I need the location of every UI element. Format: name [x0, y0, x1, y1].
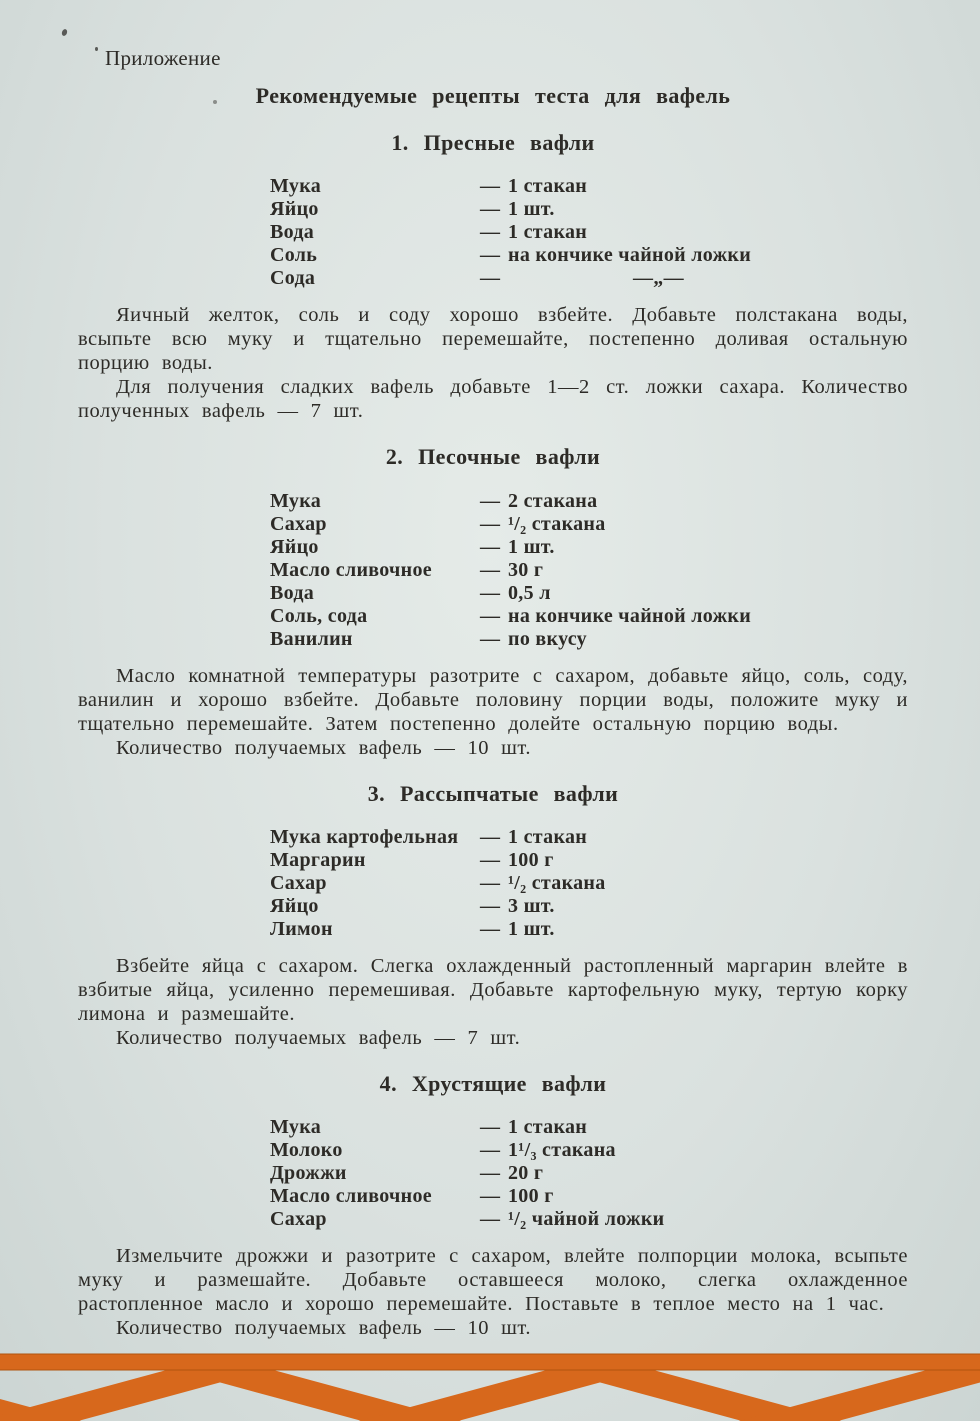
- recipe-section: [78, 443, 908, 759]
- ingredient-row: [270, 559, 908, 582]
- dash-separator: —: [480, 627, 501, 650]
- section-heading: 1. Пресные вафли: [391, 130, 595, 155]
- dash-separator: —: [480, 558, 501, 581]
- dash-separator: —: [480, 848, 501, 871]
- ingredient-value: —„—: [633, 267, 684, 290]
- ingredient-row: [270, 1162, 908, 1185]
- ingredient-list: [270, 826, 908, 941]
- ingredient-label: Мука: [270, 489, 322, 512]
- dash-separator: —: [480, 175, 501, 198]
- recipe-section: [78, 780, 908, 1050]
- trellis-border-ornament: [0, 1351, 980, 1421]
- ingredient-value: ¹/₂ стакана: [508, 512, 606, 535]
- ingredient-label: Мука картофельная: [270, 825, 459, 848]
- section-heading: 3. Рассыпчатые вафли: [367, 780, 619, 806]
- ingredient-row: [270, 582, 908, 605]
- corner-label: Приложение: [105, 46, 221, 70]
- ingredient-label: Соль: [270, 244, 318, 267]
- ingredient-label: Сахар: [270, 512, 327, 535]
- dash-separator: —: [480, 825, 501, 848]
- ingredient-value: 1 стакан: [508, 221, 588, 244]
- ingredient-label: Молоко: [270, 1139, 343, 1161]
- recipe-section: [78, 129, 908, 423]
- instruction-paragraph: Для получения сладких вафель добавьте 1—2 ст. ложки сахара. Количество полученных вафель — 7 шт.: [78, 376, 908, 423]
- ingredient-label: Маргарин: [270, 848, 366, 871]
- dash-separator: —: [480, 1139, 501, 1161]
- ingredient-row: [270, 490, 908, 513]
- dash-separator: —: [480, 871, 501, 894]
- ingredient-row: [270, 895, 908, 918]
- dash-separator: —: [480, 198, 501, 221]
- ingredient-value: 1 шт.: [508, 198, 555, 221]
- dash-separator: —: [480, 1116, 501, 1138]
- instruction-paragraph: Масло комнатной температуры разотрите с сахаром, добавьте яйцо, соль, соду, ванилин и хорошо взбейте. Добавьте половину порции воды, положите муку и тщательно перемешайте. Затем постепенно долейте остальную порцию воды.: [78, 664, 908, 735]
- ingredient-label: Вода: [270, 221, 315, 244]
- ingredient-label: Ванилин: [270, 627, 353, 650]
- instruction-paragraph: Количество получаемых вафель — 10 шт.: [116, 736, 531, 759]
- ingredient-label: Масло сливочное: [270, 1185, 432, 1207]
- instructions: [78, 1244, 908, 1340]
- ingredient-label: Яйцо: [270, 535, 319, 558]
- ingredient-label: Вода: [270, 581, 315, 604]
- ingredient-label: Яйцо: [270, 894, 319, 917]
- ingredient-row: [270, 244, 908, 267]
- sections: [78, 129, 908, 1340]
- dash-separator: —: [480, 512, 501, 535]
- dash-separator: —: [480, 917, 501, 940]
- ingredient-value: 1 шт.: [508, 917, 555, 940]
- scan-speck: [213, 100, 217, 104]
- ingredient-row: [270, 849, 908, 872]
- ingredient-label: Сахар: [270, 1208, 327, 1230]
- dash-separator: —: [480, 267, 501, 290]
- instructions: [78, 303, 908, 423]
- ingredient-value: на кончике чайной ложки: [508, 244, 752, 267]
- ingredient-value: 20 г: [508, 1162, 544, 1184]
- ingredient-value: на кончике чайной ложки: [508, 604, 752, 627]
- section-heading: 2. Песочные вафли: [385, 444, 601, 470]
- ingredient-row: [270, 1116, 908, 1139]
- instruction-paragraph: Количество получаемых вафель — 7 шт.: [116, 1026, 521, 1049]
- recipe-section: [78, 1070, 908, 1340]
- ingredient-row: [270, 267, 908, 290]
- ingredient-label: Мука: [270, 1116, 322, 1138]
- instructions: [78, 664, 908, 760]
- scan-speck: [95, 47, 98, 51]
- ingredient-row: [270, 536, 908, 559]
- ingredient-value: ¹/₂ чайной ложки: [508, 1208, 665, 1230]
- ingredient-label: Яйцо: [270, 198, 319, 221]
- ingredient-value: 1 стакан: [508, 825, 588, 848]
- ingredient-row: [270, 826, 908, 849]
- ingredient-label: Дрожжи: [270, 1162, 347, 1184]
- ingredient-list: [270, 175, 908, 290]
- ingredient-row: [270, 513, 908, 536]
- page-title: Рекомендуемые рецепты теста для вафель: [255, 83, 731, 108]
- ingredient-value: по вкусу: [508, 627, 587, 650]
- section-heading: 4. Хрустящие вафли: [379, 1070, 607, 1096]
- instruction-paragraph: Количество получаемых вафель — 10 шт.: [116, 1317, 531, 1339]
- instruction-paragraph: Яичный желток, соль и соду хорошо взбейте. Добавьте полстакана воды, всыпьте всю муку и тщательно перемешайте, постепенно доливая остальную порцию воды.: [78, 304, 908, 375]
- ingredient-row: [270, 175, 908, 198]
- ingredient-row: [270, 605, 908, 628]
- dash-separator: —: [480, 535, 501, 558]
- ingredient-label: Масло сливочное: [270, 558, 432, 581]
- dash-separator: —: [480, 894, 501, 917]
- ingredient-label: Сахар: [270, 871, 327, 894]
- ingredient-list: [270, 490, 908, 651]
- trellis-legs: [0, 1369, 980, 1421]
- ingredient-row: [270, 918, 908, 941]
- dash-separator: —: [480, 1185, 501, 1207]
- ingredient-label: Сода: [270, 267, 316, 290]
- ingredient-row: [270, 198, 908, 221]
- ingredient-value: 1 шт.: [508, 535, 555, 558]
- dash-separator: —: [480, 244, 501, 267]
- ingredient-value: 3 шт.: [508, 894, 555, 917]
- dash-separator: —: [480, 489, 501, 512]
- ingredient-value: 1¹/₃ стакана: [508, 1139, 616, 1161]
- ingredient-label: Соль, сода: [270, 604, 368, 627]
- dash-separator: —: [480, 581, 501, 604]
- ingredient-value: ¹/₂ стакана: [508, 871, 606, 894]
- instruction-paragraph: Измельчите дрожжи и разотрите с сахаром, влейте полпорции молока, всыпьте муку и размешайте. Добавьте оставшееся молоко, слегка охлажденное растопленное масло и хорошо перемешайте. Поставьте в теплое место на 1 час.: [78, 1245, 908, 1315]
- dash-separator: —: [480, 604, 501, 627]
- ingredient-row: [270, 628, 908, 651]
- ingredient-list: [270, 1116, 908, 1231]
- ingredient-value: 2 стакана: [508, 489, 598, 512]
- instruction-paragraph: Взбейте яйца с сахаром. Слегка охлажденный растопленный маргарин влейте в взбитые яйца, усиленно перемешивая. Добавьте картофельную муку, тертую корку лимона и размешайте.: [78, 954, 908, 1025]
- ingredient-row: [270, 221, 908, 244]
- ingredient-label: Лимон: [270, 917, 333, 940]
- instructions: [78, 954, 908, 1050]
- ingredient-value: 0,5 л: [508, 581, 551, 604]
- ingredient-value: 30 г: [508, 558, 544, 581]
- ingredient-value: 1 стакан: [508, 175, 588, 198]
- ingredient-value: 100 г: [508, 848, 554, 871]
- ingredient-row: [270, 1139, 908, 1162]
- ingredient-row: [270, 1208, 908, 1231]
- ingredient-row: [270, 1185, 908, 1208]
- ingredient-label: Мука: [270, 175, 322, 198]
- trellis-bar: [0, 1354, 980, 1370]
- ingredient-row: [270, 872, 908, 895]
- dash-separator: —: [480, 1162, 501, 1184]
- dash-separator: —: [480, 221, 501, 244]
- dash-separator: —: [480, 1208, 501, 1230]
- ingredient-value: 1 стакан: [508, 1116, 588, 1138]
- ingredient-value: 100 г: [508, 1185, 554, 1207]
